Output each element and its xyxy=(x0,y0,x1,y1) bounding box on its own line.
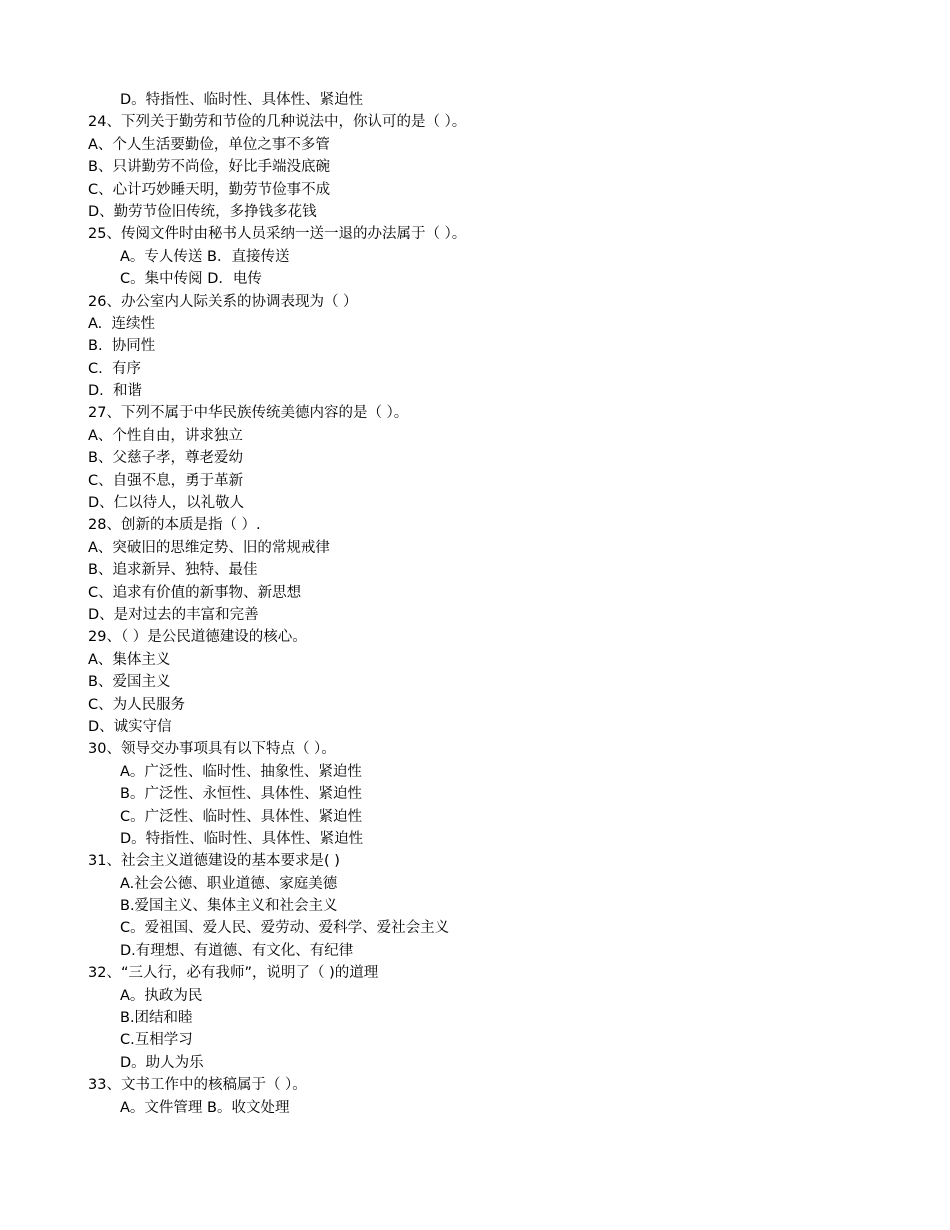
option-line: A. 连续性 xyxy=(88,315,155,332)
document-body xyxy=(88,89,908,1119)
option-line: A。文件管理 B。收文处理 xyxy=(120,1099,290,1116)
option-line: A、突破旧的思维定势、旧的常规戒律 xyxy=(88,539,330,556)
option-line: C。集中传阅 D．电传 xyxy=(120,271,262,288)
question-line: 29、（ ）是公民道德建设的核心。 xyxy=(88,629,307,646)
option-line: D、仁以待人，以礼敬人 xyxy=(88,495,245,512)
option-line: D。助人为乐 xyxy=(120,1054,204,1071)
question-line: 26、办公室内人际关系的协调表现为（ ） xyxy=(88,293,358,310)
option-line: C、心计巧妙睡天明，勤劳节俭事不成 xyxy=(88,181,331,198)
option-line: B、只讲勤劳不尚俭，好比手端没底碗 xyxy=(88,159,330,176)
option-line: B。广泛性、永恒性、具体性、紧迫性 xyxy=(120,786,362,803)
option-line: C. 有序 xyxy=(88,360,141,377)
option-line: C、追求有价值的新事物、新思想 xyxy=(88,584,302,601)
option-line: A、个性自由，讲求独立 xyxy=(88,427,243,444)
option-line: B、追求新异、独特、最佳 xyxy=(88,562,258,579)
option-line: C.互相学习 xyxy=(120,1032,193,1049)
question-line: 25、传阅文件时由秘书人员采纳一送一退的办法属于（ ）。 xyxy=(88,226,467,243)
option-line: D.有理想、有道德、有文化、有纪律 xyxy=(120,942,354,959)
option-line: D、勤劳节俭旧传统，多挣钱多花钱 xyxy=(88,203,317,220)
question-line: 33、文书工作中的核稿属于（ ）。 xyxy=(88,1077,307,1094)
option-line: A、个人生活要勤俭，单位之事不多管 xyxy=(88,136,330,153)
option-line: D. 和谐 xyxy=(88,383,142,400)
option-line: C、为人民服务 xyxy=(88,696,186,713)
option-line: A。专人传送 B．直接传送 xyxy=(120,248,290,265)
question-line: 32、“三人行，必有我师”，说明了（ )的道理 xyxy=(88,965,379,982)
option-line: B.爱国主义、集体主义和社会主义 xyxy=(120,898,338,915)
option-line: D、是对过去的丰富和完善 xyxy=(88,606,259,623)
option-line: D。特指性、临时性、具体性、紧迫性 xyxy=(120,92,364,108)
option-line: C、自强不息，勇于革新 xyxy=(88,472,244,489)
question-line: 31、社会主义道德建设的基本要求是( ) xyxy=(88,853,340,870)
option-line: A。广泛性、临时性、抽象性、紧迫性 xyxy=(120,763,362,780)
option-line: C。爱祖国、爱人民、爱劳动、爱科学、爱社会主义 xyxy=(120,920,450,937)
option-line: B、爱国主义 xyxy=(88,674,171,691)
option-line: C。广泛性、临时性、具体性、紧迫性 xyxy=(120,808,363,825)
option-line: A。执政为民 xyxy=(120,987,203,1004)
option-line: B. 协同性 xyxy=(88,338,156,355)
option-line: B.团结和睦 xyxy=(120,1010,193,1027)
option-line: B、父慈子孝，尊老爱幼 xyxy=(88,450,243,467)
question-line: 28、创新的本质是指（ ）. xyxy=(88,517,261,534)
question-line: 24、下列关于勤劳和节俭的几种说法中，你认可的是（ ）。 xyxy=(88,114,467,131)
question-line: 27、下列不属于中华民族传统美德内容的是（ ）。 xyxy=(88,405,409,422)
option-line: D、诚实守信 xyxy=(88,718,172,735)
question-line: 30、领导交办事项具有以下特点（ ）。 xyxy=(88,741,336,758)
option-line: A.社会公德、职业道德、家庭美德 xyxy=(120,875,338,892)
option-line: A、集体主义 xyxy=(88,651,171,668)
option-line: D。特指性、临时性、具体性、紧迫性 xyxy=(120,830,364,847)
